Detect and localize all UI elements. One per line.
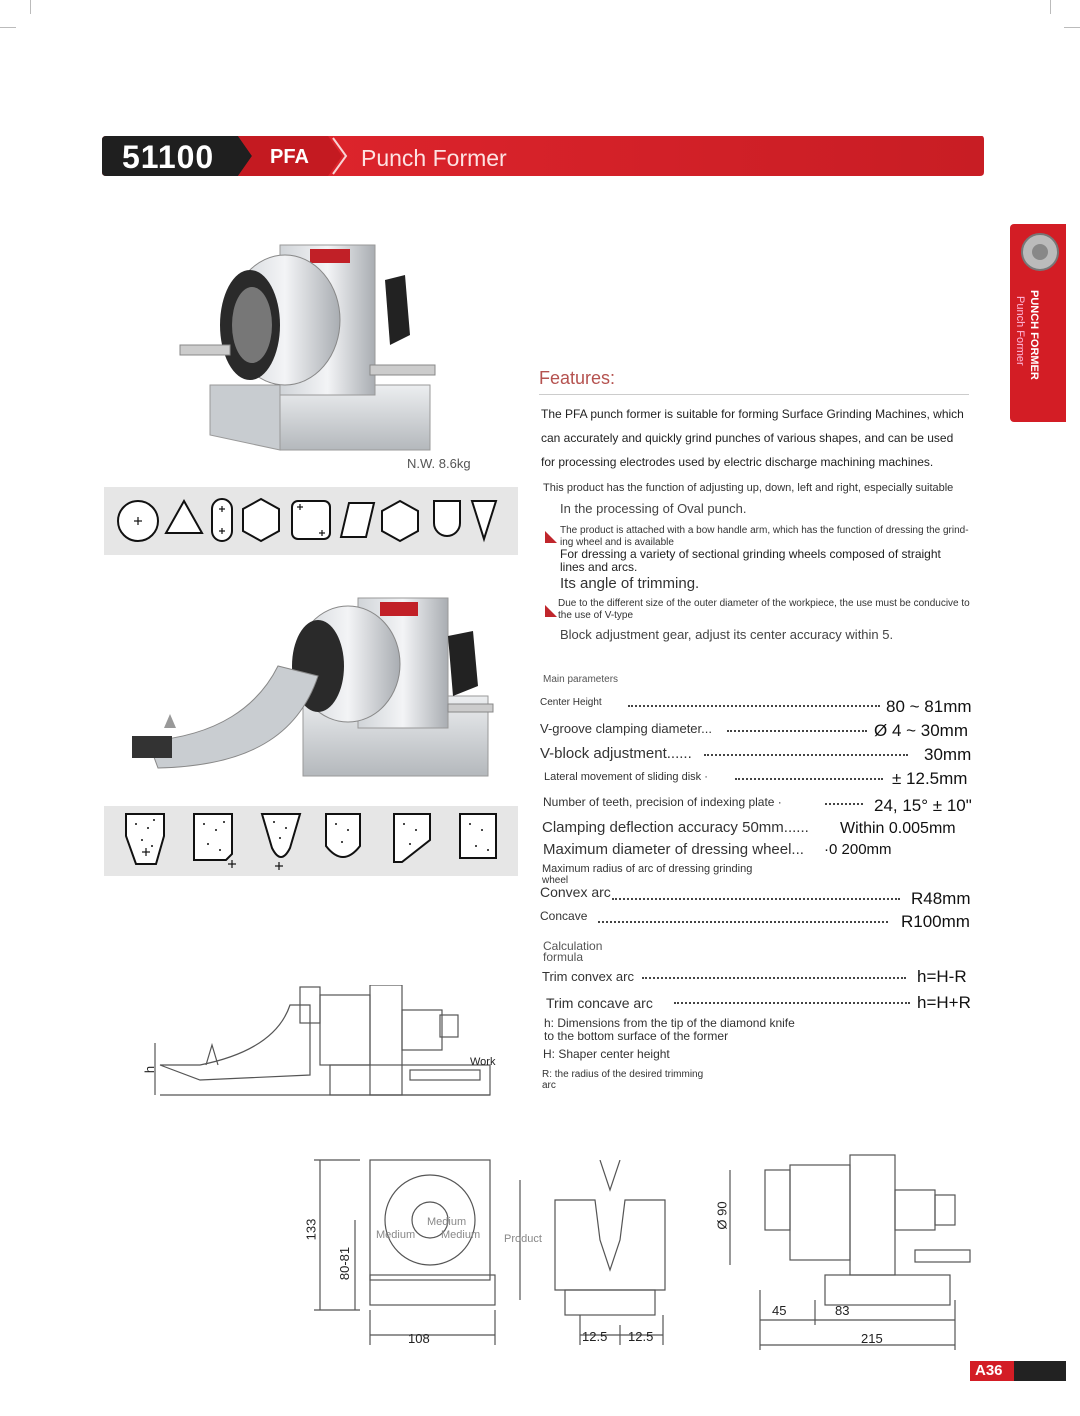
wheel-profiles-icons [104,806,518,876]
features-divider [539,394,969,395]
arc-heading: Maximum radius of arc of dressing grinding [542,863,753,875]
feature-line: can accurately and quickly grind punches of various shapes, and can be used [541,431,954,445]
feature-line: The product is attached with a bow handle arm, which has the function of dressing the grind- [560,525,969,536]
side-tab-sublabel: Punch Former [1014,296,1026,366]
note: R: the radius of the desired trimming [542,1069,704,1080]
arc-heading: wheel [542,875,569,886]
banner-background [102,136,984,176]
dim-90: Ø 90 [714,1201,730,1230]
product-title: Punch Former [361,145,507,171]
header-banner [102,136,984,176]
feature-line: Block adjustment gear, adjust its center accuracy within 5. [560,627,894,642]
param-value: Ø 4 ~ 30mm [874,721,969,740]
param-label: Trim concave arc [546,995,653,1011]
punch-shapes-strip [104,487,518,555]
param-label: Lateral movement of sliding disk · [544,771,708,783]
param-value: 24, 15° ± 10" [874,796,972,815]
feature-line: The PFA punch former is suitable for forming Surface Grinding Machines, which [541,407,964,421]
dim-80-81: 80-81 [337,1246,353,1281]
formula-value: h=H+R [917,993,971,1012]
leader-dots [704,754,908,756]
calc-heading: formula [543,950,584,964]
param-value: 30mm [924,745,972,764]
feature-line: the use of V-type [558,610,634,621]
label-medium: Medium [376,1229,416,1241]
dim-12-5: 12.5 [582,1329,608,1344]
dim-45: 45 [772,1303,787,1318]
feature-line: In the processing of Oval punch. [560,501,747,516]
param-value: ± 12.5mm [892,769,968,788]
dim-215: 215 [861,1331,883,1346]
param-value: ·0 200mm [824,841,892,858]
param-label: Maximum diameter of dressing wheel... [543,841,804,858]
bullet-triangle-icon [545,531,557,543]
feature-line: lines and arcs. [560,560,638,574]
page-number: A36 [975,1362,1003,1379]
leader-dots [825,803,863,805]
label-medium: Medium [441,1229,481,1241]
calc-heading: Calculation [543,939,603,953]
feature-line: Its angle of trimming. [560,575,700,592]
param-label: Convex arc [540,884,611,900]
note: H: Shaper center height [543,1047,670,1061]
label-medium: Medium [427,1216,467,1228]
param-value: Within 0.005mm [840,820,956,837]
param-label: Concave [540,909,588,923]
feature-line: ing wheel and is available [560,537,674,548]
series-code: PFA [270,146,309,168]
param-label: Center Height [540,697,602,708]
dim-h: h [142,1065,158,1074]
leader-dots [674,1002,910,1004]
param-label: Trim convex arc [542,969,634,984]
label-product: Product [504,1233,542,1245]
punch-former-image [170,235,440,455]
features-heading: Features: [539,368,616,388]
wheel-profiles-strip [104,806,518,876]
leader-dots [612,898,900,900]
leader-dots [598,921,888,923]
side-tab-thumbnail [1010,224,1066,284]
trim-arc-drawing [140,985,520,1105]
param-value: R48mm [911,889,971,908]
leader-dots [727,730,867,732]
dim-12-5: 12.5 [628,1329,654,1344]
note: arc [542,1080,556,1091]
dim-83: 83 [835,1303,850,1318]
front-view-drawing [300,1150,500,1355]
punch-shapes-icons [104,487,518,555]
leader-dots [735,778,883,780]
params-heading: Main parameters [543,674,619,685]
dim-108: 108 [408,1331,430,1346]
leader-dots [628,705,880,707]
param-label: V-block adjustment...... [540,745,692,762]
note: to the bottom surface of the former [544,1029,729,1043]
leader-dots [642,977,906,979]
param-value: R100mm [901,912,970,931]
formula-value: h=H-R [917,967,967,986]
side-tab-label: PUNCH FORMER [1028,290,1040,380]
dim-133: 133 [303,1218,319,1241]
feature-line: for processing electrodes used by electric discharge machining machines. [541,455,934,469]
side-view-drawing [715,1150,985,1355]
feature-line: Due to the different size of the outer diameter of the workpiece, the use must be conducive to [558,598,970,609]
bullet-triangle-icon [545,605,557,617]
param-label: Clamping deflection accuracy 50mm...... [542,819,809,836]
feature-line: This product has the function of adjusting up, down, left and right, especially suitable [543,482,954,494]
param-label: Number of teeth, precision of indexing plate · [543,795,782,809]
param-value: 80 ~ 81mm [886,697,972,716]
feature-line: For dressing a variety of sectional grinding wheels composed of straight [560,547,941,561]
model-number: 51100 [122,139,215,175]
v-block-drawing [515,1160,705,1355]
label-work: Work [470,1056,496,1068]
net-weight: N.W. 8.6kg [407,456,471,471]
note: h: Dimensions from the tip of the diamond knife [544,1016,795,1030]
punch-former-with-arm-image [128,596,498,786]
param-label: V-groove clamping diameter... [540,721,712,736]
